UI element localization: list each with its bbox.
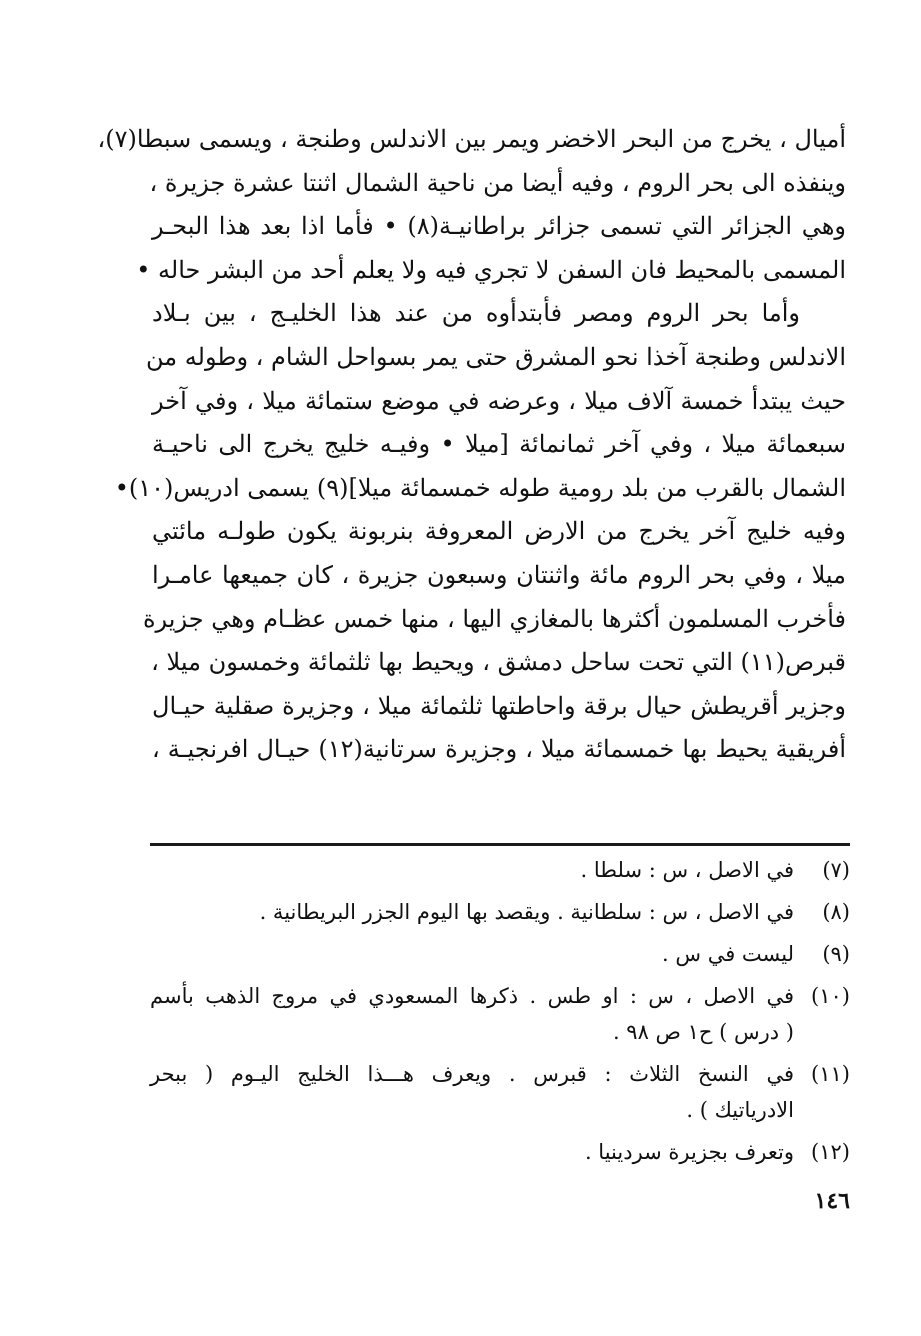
text-line: الاندلس وطنجة آخذا نحو المشرق حتى يمر بسواحل الشام ، وطوله من <box>146 342 846 371</box>
text-line: ميلا ، وفي بحر الروم مائة واثنتان وسبعون جزيرة ، كان جميعها عامـرا <box>152 560 846 589</box>
footnote-9 <box>150 936 850 972</box>
page-number: ١٤٦ <box>814 1188 850 1214</box>
footnote-text: وتعرف بجزيرة سردينيا . <box>584 1140 794 1164</box>
footnote-8 <box>150 894 850 930</box>
footnote-body <box>150 1134 794 1170</box>
text-line: فأخرب المسلمون أكثرها بالمغازي اليها ، منها خمس عظـام وهي جزيرة <box>142 604 846 633</box>
footnote-number: (٩) <box>822 942 850 966</box>
footnotes-section <box>150 852 850 1176</box>
text-line: وهي الجزائر التي تسمى جزائر براطانيـة(٨) • فأما اذا بعد هذا البحـر <box>152 212 847 241</box>
footnote-text: في الاصل ، س : سلطانية . ويقصد بها اليوم الجزر البريطانية . <box>259 900 794 924</box>
footnote-divider <box>150 843 850 846</box>
footnote-11 <box>150 1056 850 1128</box>
footnote-text: في الاصل ، س : او طس . ذكرها المسعودي في مروج الذهب بأسم <box>150 984 794 1008</box>
footnote-number: (١٠) <box>811 984 850 1008</box>
footnote-10 <box>150 978 850 1050</box>
text-line: أفريقية يحيط بها خمسمائة ميلا ، وجزيرة سرتانية(١٢) حيـال افرنجيـة ، <box>152 735 846 764</box>
footnote-text: ( درس ) ح١ ص ٩٨ . <box>612 1020 794 1044</box>
text-line: وجزير أقريطش حيال برقة واحاطتها ثلثمائة ميلا ، وجزيرة صقلية حيـال <box>152 691 846 720</box>
footnote-body <box>150 852 794 888</box>
paragraph-first-line: وأما بحر الروم ومصر فأبتدأوه من عند هذا الخليـج ، بين بـلاد <box>152 299 800 328</box>
text-line: حيث يبتدأ خمسة آلاف ميلا ، وعرضه في موضع ستمائة ميلا ، وفي آخر <box>152 386 846 415</box>
footnote-7 <box>150 852 850 888</box>
footnote-body <box>150 978 794 1050</box>
text-line: قبرص(١١) التي تحت ساحل دمشق ، ويحيط بها ثلثمائة وخمسون ميلا ، <box>151 648 846 677</box>
text-line: سبعمائة ميلا ، وفي آخر ثمانمائة [ميلا • وفيـه خليج يخرج الى ناحيـة <box>152 430 846 459</box>
main-text-block <box>97 118 847 772</box>
footnote-number: (١١) <box>811 1062 850 1086</box>
footnote-number: (١٢) <box>811 1140 850 1164</box>
footnote-text: في النسخ الثلاث : قبرس . ويعرف هـــذا الخليج اليـوم ( ببحر <box>150 1062 794 1086</box>
text-line: وينفذه الى بحر الروم ، وفيه أيضا من ناحية الشمال اثنتا عشرة جزيرة ، <box>149 168 846 197</box>
text-line: المسمى بالمحيط فان السفن لا تجري فيه ولا يعلم أحد من البشر حاله • <box>136 255 846 284</box>
footnote-text: في الاصل ، س : سلطا . <box>580 858 794 882</box>
text-line: أميال ، يخرج من البحر الاخضر ويمر بين الاندلس وطنجة ، ويسمى سبطا(٧)، <box>97 125 846 153</box>
footnote-body <box>150 894 794 930</box>
footnote-body <box>150 1056 794 1128</box>
footnote-number: (٧) <box>822 858 850 882</box>
footnote-number: (٨) <box>822 900 850 924</box>
text-line: الشمال بالقرب من بلد رومية طوله خمسمائة ميلا](٩) يسمى ادريس(١٠)• <box>114 473 846 502</box>
footnote-body <box>150 936 794 972</box>
footnote-text: الادرياتيك ) . <box>686 1098 794 1122</box>
footnote-text: ليست في س . <box>662 942 794 966</box>
text-line: وفيه خليج آخر يخرج من الارض المعروفة بنربونة يكون طولـه مائتي <box>152 517 846 546</box>
footnote-12 <box>150 1134 850 1170</box>
